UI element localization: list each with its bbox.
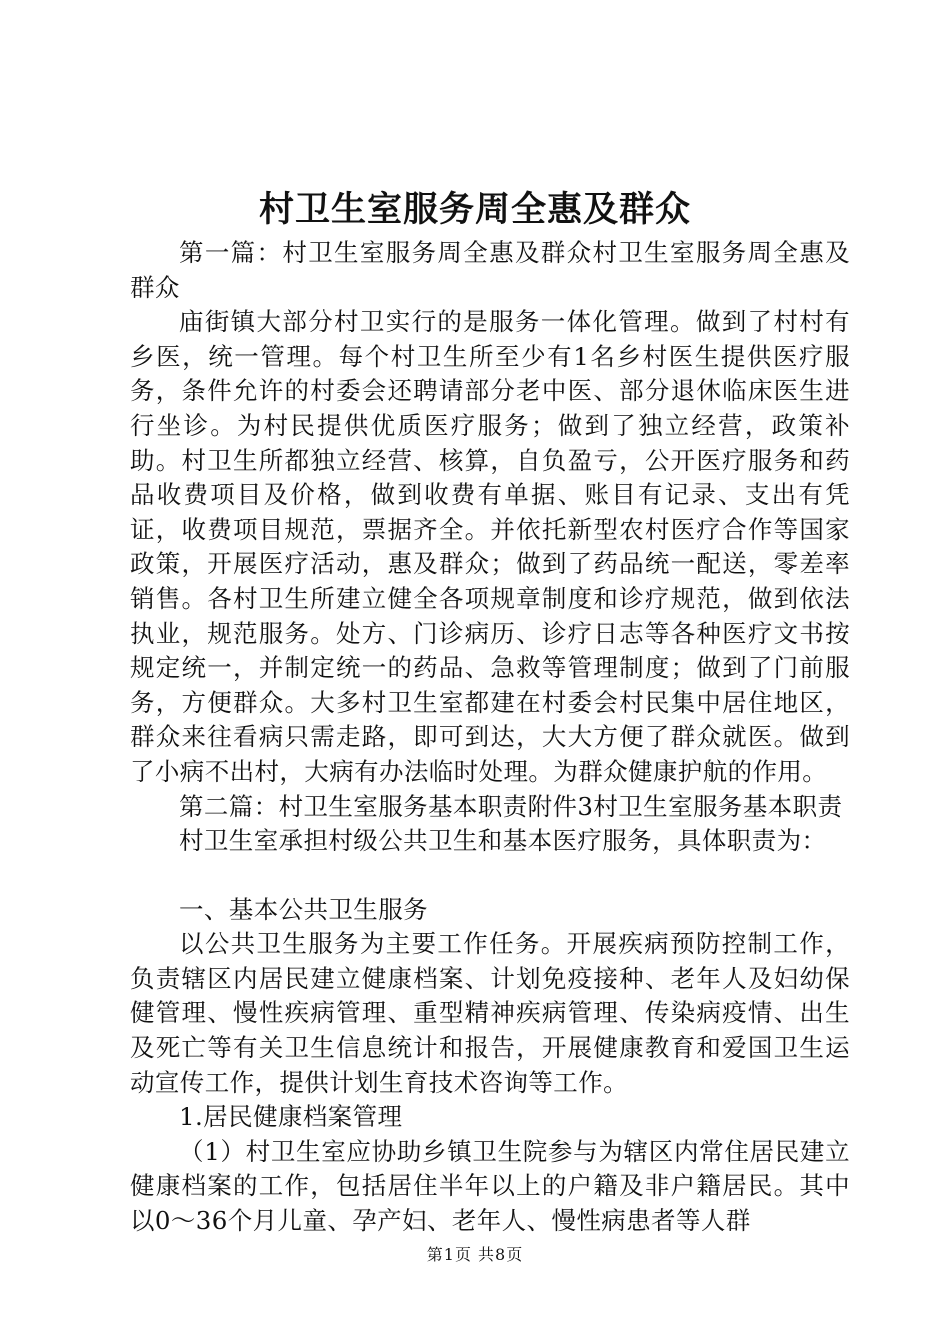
subsection-heading-health-records: 1.居民健康档案管理 <box>179 1102 403 1132</box>
document-body <box>130 236 850 1239</box>
document-title: 村卫生室服务周全惠及群众 <box>258 189 691 230</box>
paragraph-part-one-heading: 第一篇：村卫生室服务周全惠及群众村卫生室服务周全惠及群众 <box>130 238 850 302</box>
paragraph-duties-intro: 村卫生室承担村级公共卫生和基本医疗服务，具体职责为： <box>179 826 827 856</box>
section-heading-public-health: 一、基本公共卫生服务 <box>179 894 428 924</box>
paragraph-public-health-body: 以公共卫生服务为主要工作任务。开展疾病预防控制工作，负责辖区内居民建立健康档案、计划免疫接种、老年人及妇幼保健管理、慢性疾病管理、重型精神疾病管理、传染病疫情、出生及死亡等有关卫生信息统计和报告，开展健康教育和爱国卫生运动宣传工作，提供计划生育技术咨询等工作。 <box>130 929 850 1097</box>
page-number-footer: 第1页 共8页 <box>426 1245 524 1264</box>
paragraph-part-two-heading: 第二篇：村卫生室服务基本职责附件3村卫生室服务基本职责 <box>179 791 843 821</box>
paragraph-part-one-body: 庙街镇大部分村卫实行的是服务一体化管理。做到了村村有乡医，统一管理。每个村卫生所至少有1名乡村医生提供医疗服务，条件允许的村委会还聘请部分老中医、部分退休临床医生进行坐诊。为村民提供优质医疗服务；做到了独立经营，政策补助。村卫生所都独立经营、核算，自负盈亏，公开医疗服务和药品收费项目及价格，做到收费有单据、账目有记录、支出有凭证，收费项目规范，票据齐全。并依托新型农村医疗合作等国家政策，开展医疗活动，惠及群众；做到了药品统一配送，零差率销售。各村卫生所建立健全各项规章制度和诊疗规范，做到依法执业，规范服务。处方、门诊病历、诊疗日志等各种医疗文书按规定统一，并制定统一的药品、急救等管理制度；做到了门前服务，方便群众。大多村卫生室都建在村委会村民集中居住地区，群众来往看病只需走路，即可到达，大大方便了群众就医。做到了小病不出村，大病有办法临时处理。为群众健康护航的作用。 <box>130 307 850 786</box>
paragraph-health-records-body: （1）村卫生室应协助乡镇卫生院参与为辖区内常住居民建立健康档案的工作，包括居住半年以上的户籍及非户籍居民。其中以0～36个月儿童、孕产妇、老年人、慢性病患者等人群 <box>130 1136 850 1236</box>
